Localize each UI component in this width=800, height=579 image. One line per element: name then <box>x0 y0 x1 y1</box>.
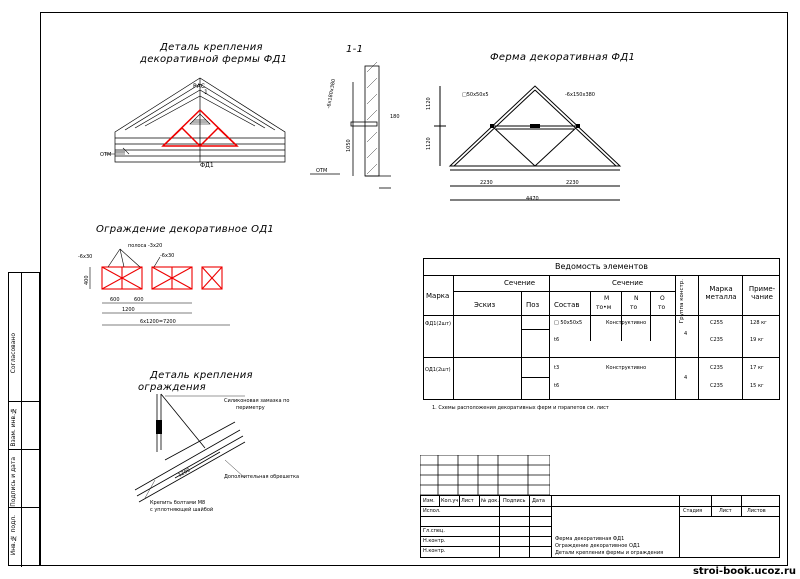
roof-detail-title-1: Деталь крепления <box>160 42 263 53</box>
tb-sheet: Лист <box>719 508 732 514</box>
row1-note2: 19 кг <box>750 337 764 343</box>
col-q2: то <box>658 304 666 311</box>
tb-desc-1: Ферма декоративная ФД1 <box>555 536 625 542</box>
truss-title: Ферма декоративная ФД1 <box>490 52 636 63</box>
section-dim-right: 180 <box>390 114 400 120</box>
tb-desc-3: Детали крепления фермы и ограждения <box>555 550 664 556</box>
section-drawing <box>305 58 405 198</box>
col-note: Приме-чание <box>748 285 776 301</box>
col-pos: Поз <box>526 301 540 309</box>
row2-note1: 17 кг <box>750 365 764 371</box>
revision-grid <box>420 455 550 495</box>
fence-pipe-label: полоса -3x20 <box>128 243 163 249</box>
roof-detail-title-2: декоративной фермы ФД1 <box>140 54 288 65</box>
spec-title: Ведомость элементов <box>424 259 779 276</box>
tb-h-izm: Изм. <box>423 498 435 504</box>
section-level-label: ОТМ <box>316 168 328 174</box>
tb-r4: Н.контр. <box>423 548 446 554</box>
row1-group: 4 <box>684 331 688 337</box>
col-group: Группа констр. <box>679 279 685 324</box>
row2-comp2: t6 <box>554 383 560 389</box>
row1-section: Конструктивно <box>606 320 647 326</box>
col-mark: Марка <box>426 292 450 300</box>
row2-section: Конструктивно <box>606 365 647 371</box>
row1-comp2: t6 <box>554 337 560 343</box>
tb-h-data: Дата <box>532 498 545 504</box>
col-n2: то <box>630 304 638 311</box>
fence-strip-label: -6x30 <box>78 254 93 260</box>
fence-d1: 600 <box>110 297 120 303</box>
tb-h-kol: Кол.уч <box>441 498 459 504</box>
col-section-2: Сечение <box>612 279 644 287</box>
fence-title: Ограждение декоративное ОД1 <box>96 224 275 235</box>
tb-r3: Н.контр. <box>423 538 446 544</box>
attach-note-1b: периметру <box>236 405 265 411</box>
truss-span1: 2230 <box>480 180 493 186</box>
attach-dim: 1200 <box>177 467 192 479</box>
attach-note-3: Крепить болтами М8 <box>150 500 206 506</box>
section-title: 1-1 <box>346 44 364 55</box>
row1-note1: 128 кг <box>750 320 767 326</box>
fence-detail-title-1: Деталь крепления <box>150 370 253 381</box>
roof-mark-top: 1 <box>204 89 208 96</box>
col-n: N <box>634 295 639 302</box>
col-sketch: Эскиз <box>474 301 496 309</box>
fence-d3: 1200 <box>122 307 135 313</box>
fence-d2: 600 <box>134 297 144 303</box>
roof-ridge-label: РАС <box>193 83 205 90</box>
col-q: О <box>660 295 665 302</box>
roof-mark-bottom: ФД1 <box>200 162 214 169</box>
col-composition: Состав <box>554 301 580 309</box>
roof-level-label: ОТМ <box>100 152 112 158</box>
fence-height: 400 <box>84 275 90 285</box>
fence-total: 6x1200=7200 <box>140 319 176 325</box>
col-m2: то•м <box>596 304 612 311</box>
tb-h-list: Лист <box>461 498 474 504</box>
tb-h-podp: Подпись <box>503 498 526 504</box>
tb-r2: Гл.спец. <box>423 528 445 534</box>
section-dim-vert: 1050 <box>346 139 352 152</box>
row2-comp1: t3 <box>554 365 560 371</box>
col-section: Сечение <box>504 279 536 287</box>
row1-comp1: □ 50x50x5 <box>554 320 583 326</box>
truss-total: 4470 <box>526 196 539 202</box>
truss-span2: 2230 <box>566 180 579 186</box>
fence-detail-title-2: ограждения <box>138 382 206 393</box>
attach-note-1: Силиконовая замазка по <box>224 398 290 404</box>
row2-mark: ОД1(2шт) <box>425 367 451 373</box>
col-steel: Марка металла <box>705 285 737 301</box>
tb-desc-2: Ограждение декоративное ОД1 <box>555 543 640 549</box>
row1-mark: ФД1(2шт) <box>425 321 451 327</box>
tb-r1: Испол. <box>423 508 441 514</box>
truss-h2: 1120 <box>426 137 432 150</box>
col-m: М <box>604 295 610 302</box>
agreed-label: Согласовано <box>10 333 17 374</box>
row2-note2: 15 кг <box>750 383 764 389</box>
fence-strip-label-2: -6x30 <box>160 253 175 259</box>
spec-table <box>423 258 780 400</box>
sign-date-label: Подпись и дата <box>10 457 17 507</box>
truss-plate-label: -6x150x380 <box>565 92 595 98</box>
side-stamp <box>8 272 40 566</box>
watermark: stroi-book.ucoz.ru <box>692 566 796 577</box>
tb-h-ndok: № док. <box>481 498 499 504</box>
row2-steel1: С235 <box>710 365 724 371</box>
truss-angle-value: 50x50x5 <box>466 92 489 98</box>
row1-comp1-value: 50x50x5 <box>560 320 583 326</box>
row1-steel2: С235 <box>710 337 724 343</box>
section-plate-label: -6x180x380 <box>326 78 338 110</box>
inv-no-label: Взам. инв.№ <box>10 407 17 447</box>
attach-note-2: Дополнительная обрешетка <box>224 474 300 480</box>
attach-note-3b: с уплотняющей шайбой <box>150 507 214 513</box>
row2-steel2: С235 <box>710 383 724 389</box>
title-block <box>420 495 780 558</box>
tb-stage: Стадия <box>683 508 703 514</box>
truss-drawing <box>430 70 640 210</box>
tb-sheets: Листов <box>747 508 766 514</box>
spec-footnote: 1. Схемы расположения декоративных ферм и пэрапетов см. лист <box>432 405 609 411</box>
inv-podl-label: Инв.№ подл. <box>10 515 17 556</box>
truss-h1: 1120 <box>426 97 432 110</box>
truss-angle-label: □50x50x5 <box>462 92 489 98</box>
row1-steel1: С255 <box>710 320 724 326</box>
row2-group: 4 <box>684 375 688 381</box>
